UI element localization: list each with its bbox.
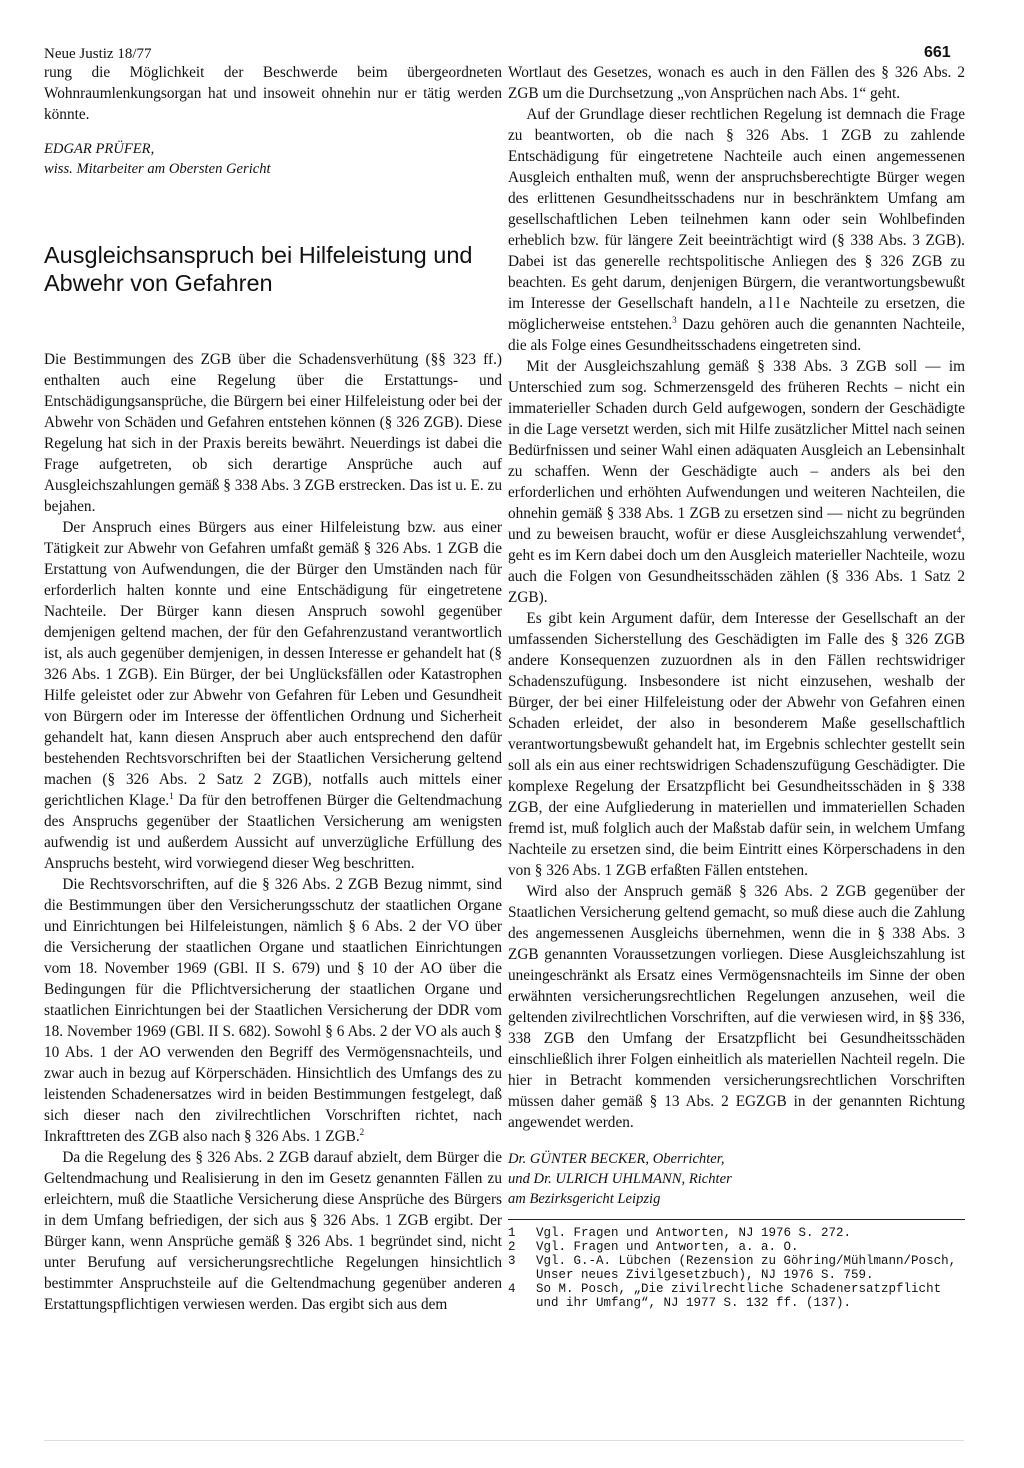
footnote-ref: 2 <box>359 1126 365 1137</box>
body-text: Da für den betroffenen Bürger die Geltendmachung des Anspruchs gegenüber der Staatlichen Versicherung am wenigsten aufwendig ist und außerdem Aussicht auf unverzügliche Erfüllung des Anspruchs besteht, wird vorwiegend dieser Weg beschritten. <box>44 792 502 872</box>
footnote-ref: 3 <box>672 314 677 325</box>
footnote-number: 1 <box>508 1226 516 1240</box>
bottom-edge <box>44 1440 964 1444</box>
running-head: Neue Justiz 18/77 <box>44 46 152 62</box>
body-text: Der Anspruch eines Bürgers aus einer Hilfeleistung bzw. aus einer Tätigkeit zur Abwehr von Gefahren umfaßt gemäß § 326 Abs. 1 ZGB die Erstattung von Aufwendungen, die der Bürger den Umständen nach für erforderlich halten konnte und eine Entschädigung für eingetretene Nachteile. Der Bürger kann diesen Anspruch sowohl gegenüber demjenigen geltend machen, der für den Gefahrenzustand verantwortlich ist, als auch gegenüber demjenigen, in dessen Interesse er gehandelt hat (§ 326 Abs. 1 ZGB). Ein Bürger, der bei Unglücksfällen oder Katastrophen Hilfe geleistet oder zur Abwehr von Gefahren für Leben und Gesundheit von Bürgern oder im Interesse der öffentlichen Ordnung und Sicherheit gehandelt hat, kann diesen Anspruch aber auch entsprechend den dafür bestehenden Rechtsvorschriften bei der Staatlichen Versicherung geltend machen (§ 326 Abs. 2 Satz 2 ZGB), notfalls auch mittels einer gerichtlichen Klage. <box>44 519 502 809</box>
footnote-number: 2 <box>508 1240 516 1254</box>
footnote-text: Vgl. G.-A. Lübchen (Rezension zu Göhring/Mühlmann/Posch, Unser neues Zivilgesetzbuch), NJ 1976 S. 759. <box>536 1254 957 1282</box>
body-text: Die Rechtsvorschriften, auf die § 326 Abs. 2 ZGB Bezug nimmt, sind die Bestimmungen über den Versicherungsschutz der staatlichen Organe und Einrichtungen bei Hilfeleistungen, nämlich § 6 Abs. 2 der VO über die Versicherung der staatlichen Organe und staatlichen Einrichtungen vom 18. November 1969 (GBl. II S. 679) und § 10 der AO über die Bedingungen für die Pflichtversicherung der staatlichen Organe und staatlichen Einrichtungen bei der Staatlichen Versicherung der DDR vom 18. November 1969 (GBl. II S. 682). Sowohl § 6 Abs. 2 der VO als auch § 10 Abs. 1 der AO verwenden den Begriff des Vermögensnachteils, und zwar auch in bezug auf Körperschäden. Hinsichtlich des Umfangs des zu leistenden Schadenersatzes wird in beiden Bestimmungen festgelegt, daß sich dieser nach den zivilrechtlichen Vorschriften richtet, nach Inkrafttreten des ZGB also nach § 326 Abs. 1 ZGB. <box>44 876 502 1145</box>
footnote-number: 3 <box>508 1254 516 1268</box>
body-paragraph: Es gibt kein Argument dafür, dem Interesse der Gesellschaft an der umfassenden Sicherstellung des Geschädigten im Falle des § 326 ZGB andere Konsequenzen zuzuordnen als in den Fällen rechtswidriger Schadenszufügung. Insbesondere ist nicht einzusehen, weshalb der Bürger, der bei einer Hilfeleistung oder der Abwehr von Gefahren einen Schaden erleidet, der also in besonderem Maße gesellschaftlich verantwortungsbewußt gehandelt hat, im Ergebnis schlechter gestellt sein soll als ein aus einer rechtswidrigen Schadenszufügung Geschädigter. Die komplexe Regelung der Ersatzpflicht bei Gesundheitsschäden in § 338 ZGB, der eine Aufgliederung in materiellen und immateriellen Schaden fremd ist, muß folglich auch der Maßstab dafür sein, in welchem Umfang Nachteile zu ersetzen sind, die beim Eintritt eines Körperschadens in den von § 326 Abs. 1 ZGB erfaßten Fällen entstehen. <box>508 610 965 879</box>
body-paragraph <box>508 104 965 356</box>
footnote <box>508 1282 965 1310</box>
body-paragraph: Die Bestimmungen des ZGB über die Schadensverhütung (§§ 323 ff.) enthalten auch eine Regelung über die Erstattungs- und Entschädigungsansprüche, die Bürgern bei einer Hilfeleistung oder bei der Abwehr von Schäden und Gefahren entstehen können (§ 326 ZGB). Diese Regelung hat sich in der Praxis bereits bewährt. Neuerdings ist dabei die Frage aufgetreten, ob sich derartige Ansprüche auch auf Ausgleichszahlungen gemäß § 338 Abs. 3 ZGB erstrecken. Das ist u. E. zu bejahen. <box>44 351 502 515</box>
footnote <box>508 1240 965 1254</box>
right-column <box>508 62 965 1310</box>
left-column <box>44 62 502 1315</box>
footnote-text: So M. Posch, „Die zivilrechtliche Schadenersatzpflicht und ihr Umfang“, NJ 1977 S. 132 ff. (137). <box>536 1282 942 1310</box>
body-paragraph: Wortlaut des Gesetzes, wonach es auch in den Fällen des § 326 Abs. 2 ZGB um die Durchsetzung „von Ansprüchen nach Abs. 1“ geht. <box>508 64 965 102</box>
page-number: 661 <box>924 44 951 61</box>
footnote <box>508 1254 965 1282</box>
footnote-ref: 1 <box>169 790 174 801</box>
body-paragraph: Wird also der Anspruch gemäß § 326 Abs. 2 ZGB gegenüber der Staatlichen Versicherung geltend gemacht, so muß diese auch die Zahlung des angemessenen Ausgleichs übernehmen, wenn die in § 338 Abs. 3 ZGB genannten Voraussetzungen vorliegen. Diese Ausgleichszahlung ist uneingeschränkt als Ersatz eines Vermögensnachteils im Sinne der oben erwähnten versicherungsrechtlichen Regelungen anzusehen, weil die geltenden zivilrechtlichen Vorschriften, auf die verwiesen wird, in §§ 336, 338 ZGB den Umfang der Ersatzpflicht bei Gesundheitsschäden einschließlich ihrer Folgen einheitlich als materiellen Nachteil regeln. Die hier in Betracht kommenden versicherungsrechtlichen Vorschriften müssen daher gemäß § 13 Abs. 2 EGZGB in der genannten Richtung angewendet werden. <box>508 883 965 1131</box>
footnote-text: Vgl. Fragen und Antworten, NJ 1976 S. 272. <box>536 1226 852 1240</box>
body-paragraph <box>508 356 965 608</box>
body-paragraph <box>44 517 502 874</box>
author-block-1 <box>44 139 502 179</box>
footnote-ref: 4 <box>956 524 962 535</box>
body-text: Nachteile zu ersetzen, die möglicherweise entstehen. <box>508 295 965 333</box>
article-heading: Ausgleichsanspruch bei Hilfeleistung und Abwehr von Gefahren <box>44 242 473 296</box>
author-line: und Dr. ULRICH UHLMANN, Richter <box>508 1171 732 1187</box>
body-text: , geht es im Kern dabei doch um den Ausgleich materieller Nachteile, wozu auch die Folgen von Gesundheitsschäden zählen (§ 336 Abs. 1 Satz 2 ZGB). <box>508 526 965 606</box>
author-line: Dr. GÜNTER BECKER, Oberrichter, <box>508 1151 725 1167</box>
intro-paragraph: rung die Möglichkeit der Beschwerde beim übergeordneten Wohnraumlenkungsorgan hat und insoweit ohnehin nur er tätig werden könnte. <box>44 64 502 123</box>
body-paragraph: Da die Regelung des § 326 Abs. 2 ZGB darauf abzielt, dem Bürger die Geltendmachung und Realisierung in den im Gesetz genannten Fällen zu erleichtern, muß die Staatliche Versicherung diese Ansprüche des Bürgers in dem Umfang befriedigen, der sich aus § 326 Abs. 1 ZGB ergibt. Der Bürger kann, wenn Ansprüche gemäß § 326 Abs. 1 begründet sind, nicht unter Berufung auf versicherungsrechtliche Regelungen hinsichtlich bestimmter Anspruchsteile auf die Geltendmachung gegenüber anderen Erstattungspflichtigen verwiesen werden. Das ergibt sich aus dem <box>44 1149 502 1313</box>
body-text: Mit der Ausgleichszahlung gemäß § 338 Abs. 3 ZGB soll — im Unterschied zum sog. Schmerzensgeld des früheren Rechts – nicht ein immaterieller Schaden durch Geld aufgewogen, sondern der Geschädigte in die Lage versetzt werden, sich mit Hilfe zusätzlicher Mittel nach seinen Bedürfnissen und seiner Wahl einen adäquaten Ausgleich an Lebensinhalt zu schaffen. Wenn der Geschädigte auch – anders als bei den erforderlichen und erhöhten Aufwendungen und weiteren Nachteilen, die ohnehin gemäß § 338 Abs. 1 ZGB zu ersetzen sind — nicht zu begründen und zu beweisen braucht, wofür er diese Ausgleichszahlung verwendet <box>508 358 965 543</box>
footnote <box>508 1226 965 1240</box>
body-text: Auf der Grundlage dieser rechtlichen Regelung ist demnach die Frage zu beantworten, ob die nach § 326 Abs. 1 ZGB zu zahlende Entschädigung für eingetretene Nachteile auch einen angemessenen Ausgleich enthalten muß, wenn der anspruchsberechtigte Bürger wegen des erlittenen Gesundheitsschadens nur in beschränktem Umfang am gesellschaftlichen Leben teilnehmen kann oder sein Wohlbefinden erheblich bzw. für längere Zeit beeinträchtigt wird (§ 338 Abs. 3 ZGB). Dabei ist das generelle rechtspolitische Anliegen des § 326 ZGB zu beachten. Es geht darum, denjenigen Bürgern, die verantwortungsbewußt im Interesse der Gesellschaft handeln, <box>508 106 965 312</box>
body-text: Dazu gehören auch die genannten Nachteile, die als Folge eines Gesundheitsschadens eingetreten sind. <box>508 316 965 354</box>
footnote-divider <box>508 1219 965 1220</box>
footnote-text: Vgl. Fragen und Antworten, a. a. O. <box>536 1240 799 1254</box>
author-block-2 <box>508 1149 965 1209</box>
author-name: EDGAR PRÜFER, <box>44 141 155 157</box>
footnote-number: 4 <box>508 1282 516 1296</box>
body-paragraph <box>44 874 502 1147</box>
footnotes <box>508 1226 965 1310</box>
emphasis-text: alle <box>758 295 793 312</box>
author-line: am Bezirksgericht Leipzig <box>508 1191 661 1207</box>
author-role: wiss. Mitarbeiter am Obersten Gericht <box>44 161 271 177</box>
